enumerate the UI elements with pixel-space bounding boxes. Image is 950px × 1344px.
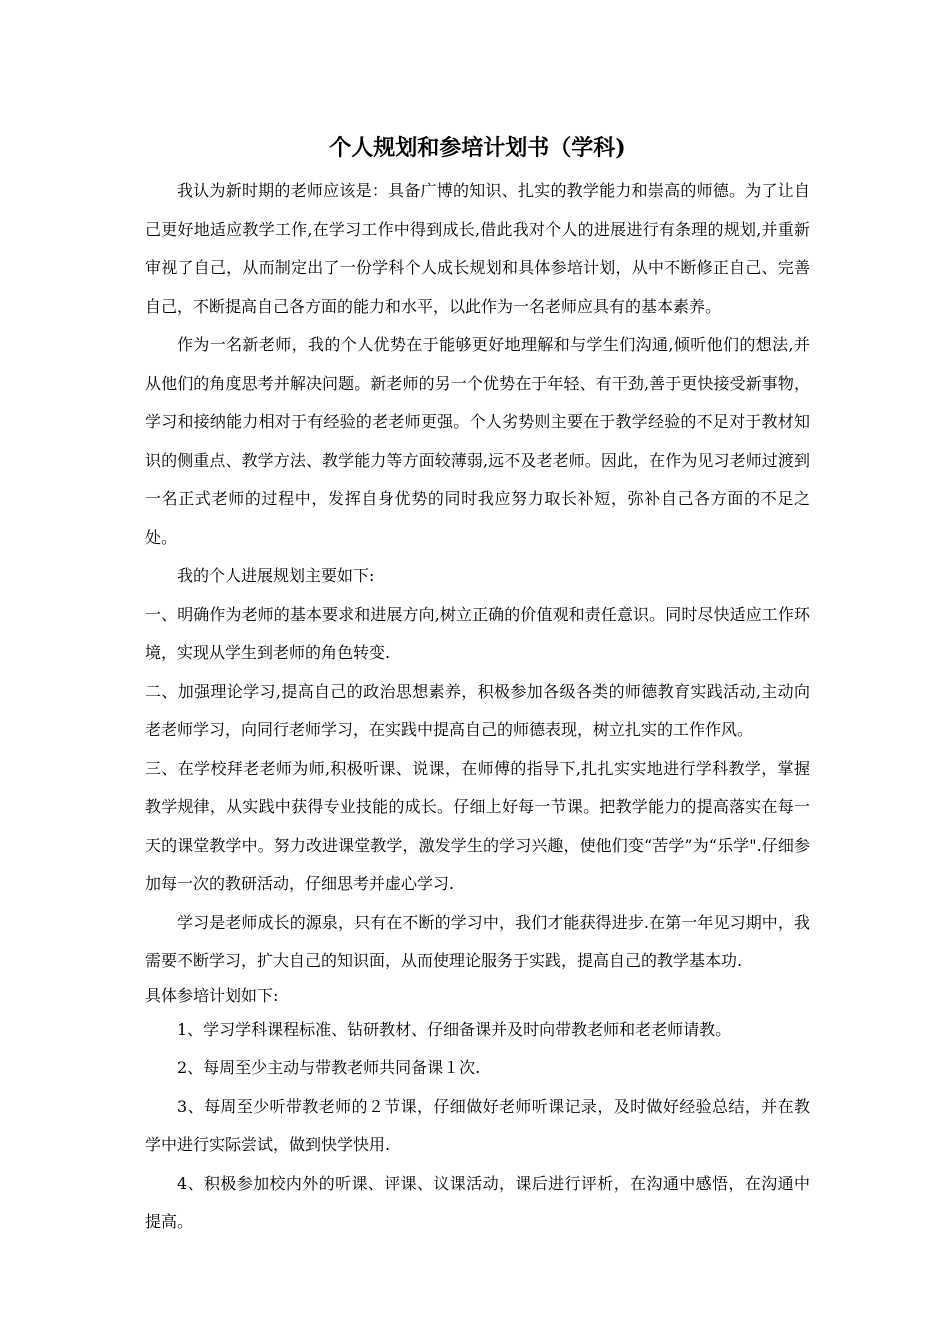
- paragraph-plan-item-2: 二、加强理论学习,提高自己的政治思想素养，积极参加各级各类的师德教育实践活动,主动向老老师学习，向同行老师学习，在实践中提高自己的师德表现，树立扎实的工作作风。: [145, 681, 810, 739]
- paragraph-training-item-2: 2、每周至少主动与带教老师共同备课１次.: [177, 1058, 481, 1077]
- paragraph-training-item-4: 4、积极参加校内外的听课、评课、议课活动，课后进行评析，在沟通中感悟，在沟通中提高。: [145, 1173, 810, 1231]
- paragraph-strengths: 作为一名新老师，我的个人优势在于能够更好地理解和与学生们沟通,倾听他们的想法,并从他们的角度思考并解决问题。新老师的另一个优势在于年轻、有干劲,善于更快接受新事物，学习和接纳能力相对于有经验的老老师更强。个人劣势则主要在于教学经验的不足对于教材知识的侧重点、教学方法、教学能力等方面较薄弱,远不及老老师。因此，在作为见习老师过渡到一名正式老师的过程中，发挥自身优势的同时我应努力取长补短，弥补自己各方面的不足之处。: [145, 335, 810, 547]
- document-title: 个人规划和参培计划书（学科): [329, 135, 626, 161]
- paragraph-training-item-3: 3、每周至少听带教老师的２节课，仔细做好老师听课记录，及时做好经验总结，并在教学中进行实际尝试，做到快学快用.: [145, 1096, 810, 1154]
- paragraph-training-item-1: 1、学习学科课程标准、钻研教材、仔细备课并及时向带教老师和老老师请教。: [177, 1019, 732, 1039]
- paragraph-intro: 我认为新时期的老师应该是：具备广博的知识、扎实的教学能力和崇高的师德。为了让自己更好地适应教学工作,在学习工作中得到成长,借此我对个人的进展进行有条理的规划,并重新审视了自己，从而制定出了一份学科个人成长规划和具体参培计划，从中不断修正自己、完善自己，不断提高自己各方面的能力和水平，以此作为一名老师应具有的基本素养。: [145, 181, 810, 316]
- paragraph-plan-item-3: 三、在学校拜老老师为师,积极听课、说课，在师傅的指导下,扎扎实实地进行学科教学，掌握教学规律，从实践中获得专业技能的成长。仔细上好每一节课。把教学能力的提高落实在每一天的课堂教学中。努力改进课堂教学，激发学生的学习兴趣，使他们变“苦学”为“乐学".仔细参加每一次的教研活动，仔细思考并虚心学习.: [145, 758, 810, 893]
- paragraph-plan-item-1: 一、明确作为老师的基本要求和进展方向,树立正确的价值观和责任意识。同时尽快适应工作环境，实现从学生到老师的角色转变.: [145, 604, 810, 662]
- document-body: [145, 128, 810, 1242]
- paragraph-training-heading: 具体参培计划如下:: [145, 985, 279, 1005]
- paragraph-learning: 学习是老师成长的源泉，只有在不断的学习中，我们才能获得进步.在第一年见习期中，我需要不断学习，扩大自己的知识面，从而使理论服务于实践，提高自己的教学基本功.: [145, 912, 810, 970]
- paragraph-plan-heading: 我的个人进展规划主要如下:: [177, 566, 375, 585]
